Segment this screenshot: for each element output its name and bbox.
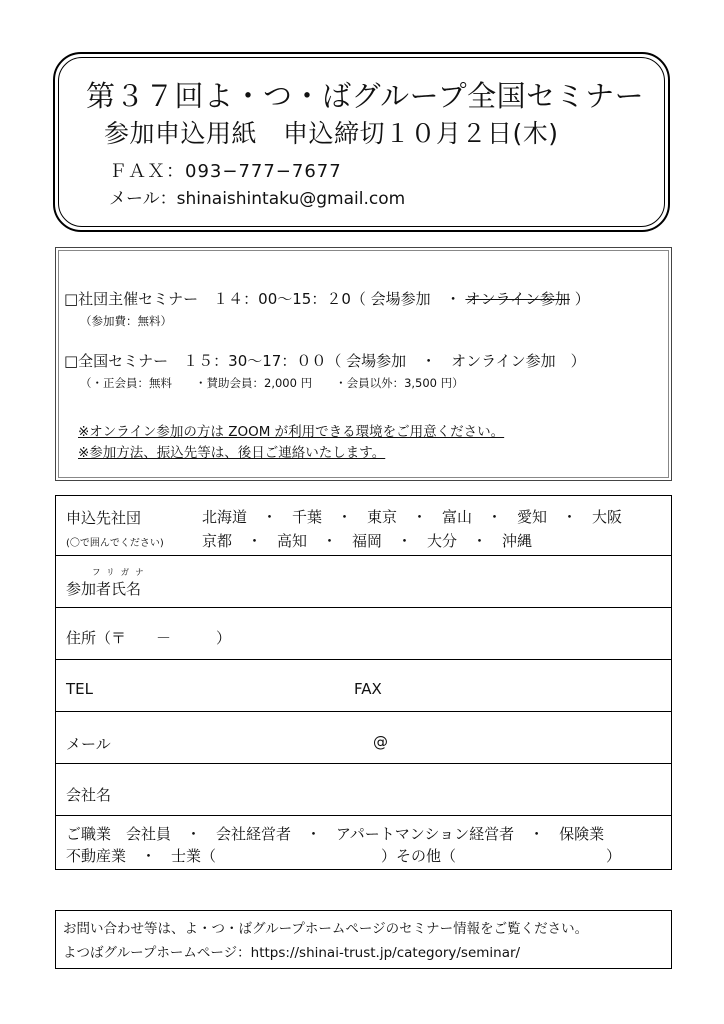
email-field[interactable]: メール xyxy=(66,735,111,753)
inquiry-text: お問い合わせ等は、よ・つ・ばグループホームページのセミナー情報をご覧ください。 xyxy=(63,921,589,937)
contact-fax: ＦＡＸ：093−777−7677 xyxy=(109,161,342,182)
seminar-item-1[interactable] xyxy=(64,288,590,309)
form-divider xyxy=(55,815,672,816)
region-options-row-1[interactable]: 北海道 ・ 千葉 ・ 東京 ・ 富山 ・ 愛知 ・ 大阪 xyxy=(202,508,623,526)
address-field[interactable]: 住所（〒 － ） xyxy=(66,629,232,647)
region-label: 申込先社団 xyxy=(66,509,142,527)
company-field[interactable]: 会社名 xyxy=(66,786,112,804)
tel-field[interactable]: TEL xyxy=(66,680,93,698)
form-divider xyxy=(55,711,672,712)
page-title: 第３７回よ・つ・ばグループ全国セミナー xyxy=(86,79,645,113)
form-divider xyxy=(55,607,672,608)
form-divider xyxy=(55,763,672,764)
note-zoom: ※オンライン参加の方は ZOOM が利用できる環境をご用意ください。 xyxy=(78,424,505,440)
participant-name-field[interactable]: 参加者氏名 xyxy=(66,580,142,598)
seminar-item-1-end: ） xyxy=(574,290,590,308)
form-divider xyxy=(55,659,672,660)
page-subtitle xyxy=(104,114,559,150)
homepage-link[interactable]: よつばグループホームページ：https://shinai-trust.jp/category/seminar/ xyxy=(63,945,521,961)
at-mark: @ xyxy=(373,733,388,751)
region-note: (〇で囲んでください) xyxy=(66,538,164,549)
form-divider xyxy=(55,555,672,556)
fax-field[interactable]: FAX xyxy=(354,680,382,698)
form-name: 参加申込用紙 xyxy=(104,119,258,148)
seminar-item-1-text: □社団主催セミナー １４：00〜15：２0（ 会場参加 ・ xyxy=(64,290,461,308)
note-payment: ※参加方法、振込先等は、後日ご連絡いたします。 xyxy=(78,445,386,461)
occupation-options-row-2[interactable]: 不動産業 ・ 士業（ ）その他（ ） xyxy=(66,847,622,865)
deadline: 申込締切１０月２日(木) xyxy=(283,119,559,148)
seminar-item-1-fee: （参加費：無料） xyxy=(80,314,172,328)
region-options-row-2[interactable]: 京都 ・ 高知 ・ 福岡 ・ 大分 ・ 沖縄 xyxy=(202,532,533,550)
occupation-options-row-1[interactable]: ご職業 会社員 ・ 会社経営者 ・ アパートマンション経営者 ・ 保険業 xyxy=(66,825,605,843)
seminar-item-1-online-struck: オンライン参加 xyxy=(465,290,571,308)
seminar-item-2-fee: （・正会員：無料 ・賛助会員：2,000 円 ・会員以外：3,500 円） xyxy=(80,376,464,390)
seminar-item-2[interactable]: □全国セミナー １５：30〜17：００（ 会場参加 ・ オンライン参加 ） xyxy=(64,352,586,370)
name-furigana: フリガナ xyxy=(92,568,150,578)
contact-email: メール：shinaishintaku@gmail.com xyxy=(109,189,406,209)
